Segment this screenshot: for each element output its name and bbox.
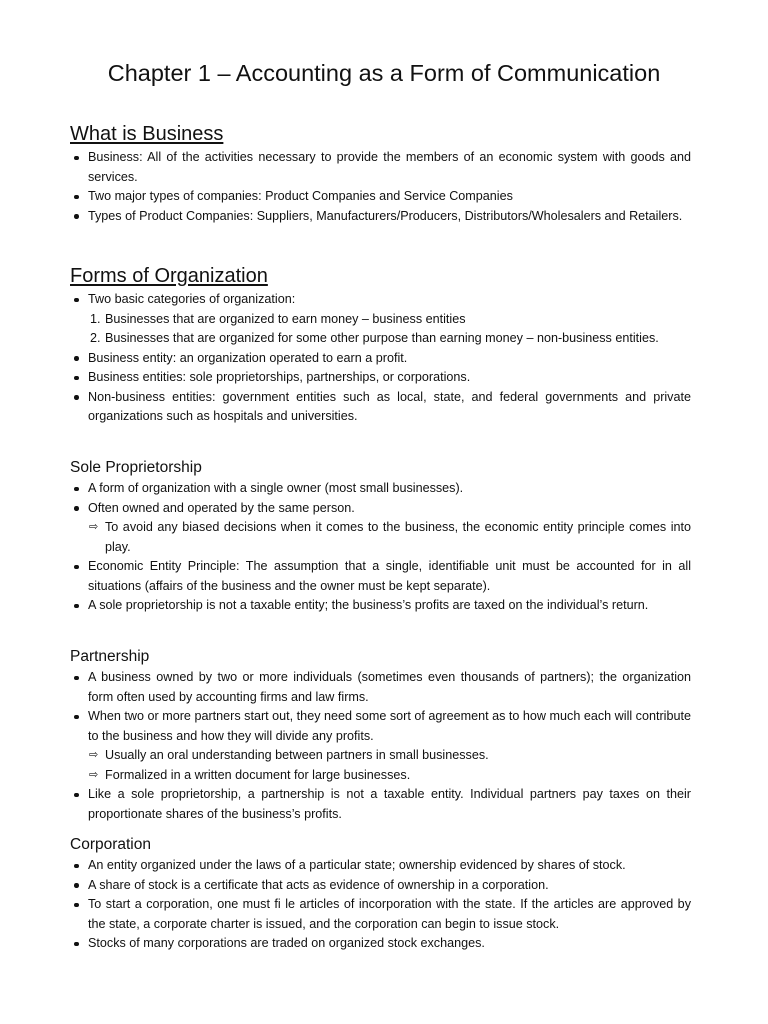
corporation-list: [70, 856, 691, 954]
heading-forms-of-organization: Forms of Organization: [70, 265, 268, 287]
list-item: Business entities: sole proprietorships, partnerships, or corporations.: [70, 368, 691, 388]
sub-item: [70, 746, 691, 766]
list-item: A sole proprietorship is not a taxable entity; the business’s profits are taxed on the individual’s return.: [70, 596, 691, 616]
list-item: Stocks of many corporations are traded on organized stock exchanges.: [70, 934, 691, 954]
list-item: Two major types of companies: Product Companies and Service Companies: [70, 187, 691, 207]
heading-partnership: Partnership: [70, 648, 150, 665]
numbered-item-text: Businesses that are organized for some other purpose than earning money – non-business entities.: [105, 331, 659, 345]
list-item: Non-business entities: government entities such as local, state, and federal governments and private organizations such as hospitals and universities.: [70, 388, 691, 427]
list-item: An entity organized under the laws of a particular state; ownership evidenced by shares of stock.: [70, 856, 691, 876]
heading-corporation: Corporation: [70, 836, 151, 853]
list-item: Types of Product Companies: Suppliers, Manufacturers/Producers, Distributors/Wholesalers and Retailers.: [70, 207, 691, 227]
sub-item-text: Usually an oral understanding between partners in small businesses.: [105, 748, 489, 762]
sub-item: [70, 766, 691, 786]
arrow-right-icon: ⇨: [89, 768, 99, 781]
numbered-item: [70, 329, 691, 349]
list-item: To start a corporation, one must fi le articles of incorporation with the state. If the articles are approved by the state, a corporate charter is issued, and the corporation can begin to issue stock.: [70, 895, 691, 934]
heading-sole-proprietorship: Sole Proprietorship: [70, 459, 202, 476]
list-number: 1.: [90, 311, 101, 326]
sub-item-text: Formalized in a written document for large businesses.: [105, 767, 411, 782]
list-item: A form of organization with a single owner (most small businesses).: [70, 479, 691, 499]
list-item: Like a sole proprietorship, a partnership is not a taxable entity. Individual partners pay taxes on their proportionate shares of the business’s profits.: [70, 785, 691, 824]
list-item: Two basic categories of organization:: [70, 290, 691, 310]
arrow-right-icon: ⇨: [89, 749, 99, 761]
list-item: Business entity: an organization operated to earn a profit.: [70, 349, 691, 369]
list-item: When two or more partners start out, they need some sort of agreement as to how much each will contribute to the business and how they will divide any profits.: [70, 707, 691, 746]
list-item: A share of stock is a certificate that acts as evidence of ownership in a corporation.: [70, 876, 691, 896]
business-list: [70, 148, 691, 226]
partnership-list: [70, 668, 691, 824]
list-item: Economic Entity Principle: The assumption that a single, identifiable unit must be accounted for in all situations (affairs of the business and the owner must be kept separate).: [70, 557, 691, 596]
heading-what-is-business: What is Business: [70, 123, 224, 145]
arrow-right-icon: ⇨: [89, 521, 99, 533]
list-item: A business owned by two or more individuals (sometimes even thousands of partners); the organization form often used by accounting firms and law firms.: [70, 668, 691, 707]
list-number: 2.: [90, 331, 101, 345]
numbered-item: [70, 310, 691, 330]
list-item: Business: All of the activities necessary to provide the members of an economic system with goods and services.: [70, 148, 691, 187]
forms-list: [70, 290, 691, 427]
sub-item-text: To avoid any biased decisions when it comes to the business, the economic entity principle comes into play.: [105, 520, 691, 554]
sub-item: [70, 518, 691, 557]
sole-list: [70, 479, 691, 616]
numbered-item-text: Businesses that are organized to earn money – business entities: [105, 311, 466, 326]
page-title: Chapter 1 – Accounting as a Form of Communication: [107, 60, 661, 86]
list-item: Often owned and operated by the same person.: [70, 499, 691, 519]
